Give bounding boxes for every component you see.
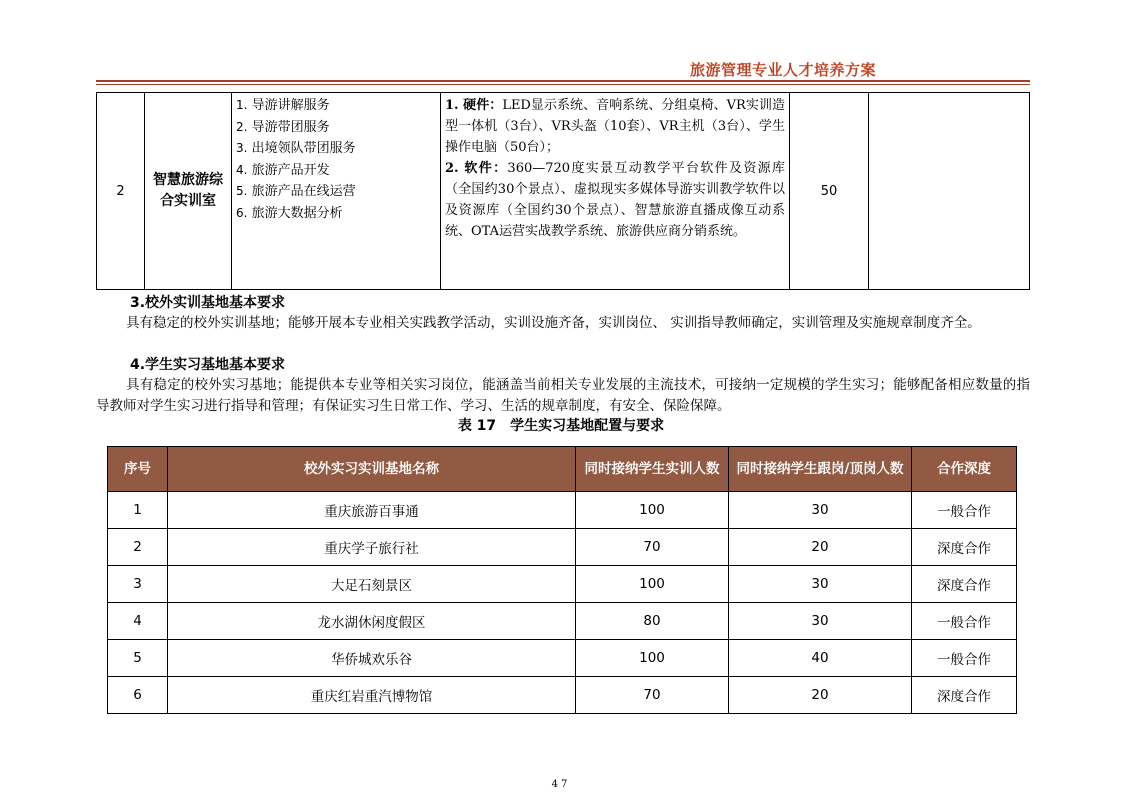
header-coop-depth: 合作深度 [912, 447, 1017, 492]
lab-no: 2 [97, 93, 145, 290]
cell-train: 100 [576, 640, 729, 677]
cell-post: 30 [729, 603, 912, 640]
cell-post: 20 [729, 529, 912, 566]
header-train-capacity: 同时接纳学生实训人数 [576, 447, 729, 492]
section3-heading: 3.校外实训基地基本要求 [130, 295, 286, 311]
function-item: 3. 出境领队带团服务 [236, 141, 356, 157]
cell-train: 70 [576, 529, 729, 566]
section3-text: 具有稳定的校外实训基地；能够开展本专业相关实践教学活动，实训设施齐备，实训岗位、 实训指导教师确定，实训管理及实施规章制度齐全。 [126, 315, 981, 331]
lab-capacity: 50 [790, 93, 869, 290]
cell-no: 6 [108, 677, 168, 714]
function-item: 6. 旅游大数据分析 [236, 205, 343, 221]
table-row [108, 640, 1017, 677]
cell-post: 30 [729, 492, 912, 529]
cell-name: 重庆学子旅行社 [168, 529, 576, 566]
table-row [108, 603, 1017, 640]
cell-depth: 一般合作 [912, 640, 1017, 677]
table-row [108, 492, 1017, 529]
cell-depth: 一般合作 [912, 492, 1017, 529]
cell-name: 龙水湖休闲度假区 [168, 603, 576, 640]
lab-name: 智慧旅游综合实训室 [145, 93, 232, 290]
table-row [108, 677, 1017, 714]
lab-functions [232, 93, 441, 290]
page-number: 47 [551, 779, 571, 790]
cell-post: 20 [729, 677, 912, 714]
software-label: 2. 软件： [445, 161, 508, 176]
internship-base-table [107, 446, 1017, 714]
function-item: 2. 导游带团服务 [236, 119, 330, 135]
function-item: 1. 导游讲解服务 [236, 98, 330, 113]
lab-continuation-table [96, 92, 1030, 290]
header-rule-thick [96, 80, 1030, 82]
cell-no: 2 [108, 529, 168, 566]
cell-post: 30 [729, 566, 912, 603]
cell-train: 80 [576, 603, 729, 640]
cell-train: 100 [576, 566, 729, 603]
header-base-name: 校外实习实训基地名称 [168, 447, 576, 492]
cell-no: 5 [108, 640, 168, 677]
hardware-text: LED显示系统、音响系统、分组桌椅、VR实训造型一体机（3台）、VR头盔（10套）、VR主机（3台）、学生操作电脑（50台）； [445, 98, 785, 155]
table17-caption: 表 17 学生实习基地配置与要求 [457, 418, 665, 434]
cell-depth: 深度合作 [912, 529, 1017, 566]
cell-post: 40 [729, 640, 912, 677]
function-item: 5. 旅游产品在线运营 [236, 184, 356, 200]
header-title: 旅游管理专业人才培养方案 [689, 61, 876, 79]
section4-heading: 4.学生实习基地基本要求 [130, 357, 286, 373]
lab-equipment [441, 93, 790, 290]
table-row [108, 566, 1017, 603]
cell-depth: 深度合作 [912, 677, 1017, 714]
cell-name: 重庆旅游百事通 [168, 492, 576, 529]
table-row [97, 93, 1030, 290]
header-post-capacity: 同时接纳学生跟岗/顶岗人数 [729, 447, 912, 492]
cell-depth: 一般合作 [912, 603, 1017, 640]
header-rule-thin [96, 84, 1030, 85]
function-item: 4. 旅游产品开发 [236, 162, 330, 178]
cell-name: 重庆红岩重汽博物馆 [168, 677, 576, 714]
header-no: 序号 [108, 447, 168, 492]
cell-name: 大足石刻景区 [168, 566, 576, 603]
cell-depth: 深度合作 [912, 566, 1017, 603]
cell-train: 70 [576, 677, 729, 714]
software-text: 360—720度实景互动教学平台软件及资源库（全国约30个景点）、虚拟现实多媒体导游实训教学软件以及资源库（全国约30个景点）、智慧旅游直播成像互动系统、OTA运营实战教学系统、旅游供应商分销系统。 [445, 161, 785, 239]
cell-train: 100 [576, 492, 729, 529]
hardware-label: 1. 硬件： [445, 98, 503, 113]
cell-no: 3 [108, 566, 168, 603]
lab-remark [869, 93, 1030, 290]
cell-no: 4 [108, 603, 168, 640]
cell-no: 1 [108, 492, 168, 529]
table-row [108, 529, 1017, 566]
cell-name: 华侨城欢乐谷 [168, 640, 576, 677]
table-header-row [108, 447, 1017, 492]
section4-text: 具有稳定的校外实习基地；能提供本专业等相关实习岗位，能涵盖当前相关专业发展的主流技术，可接纳一定规模的学生实习；能够配备相应数量的指导教师对学生实习进行指导和管理；有保证实习生日常工作、学习、生活的规章制度，有安全、保险保障。 [96, 377, 1030, 414]
